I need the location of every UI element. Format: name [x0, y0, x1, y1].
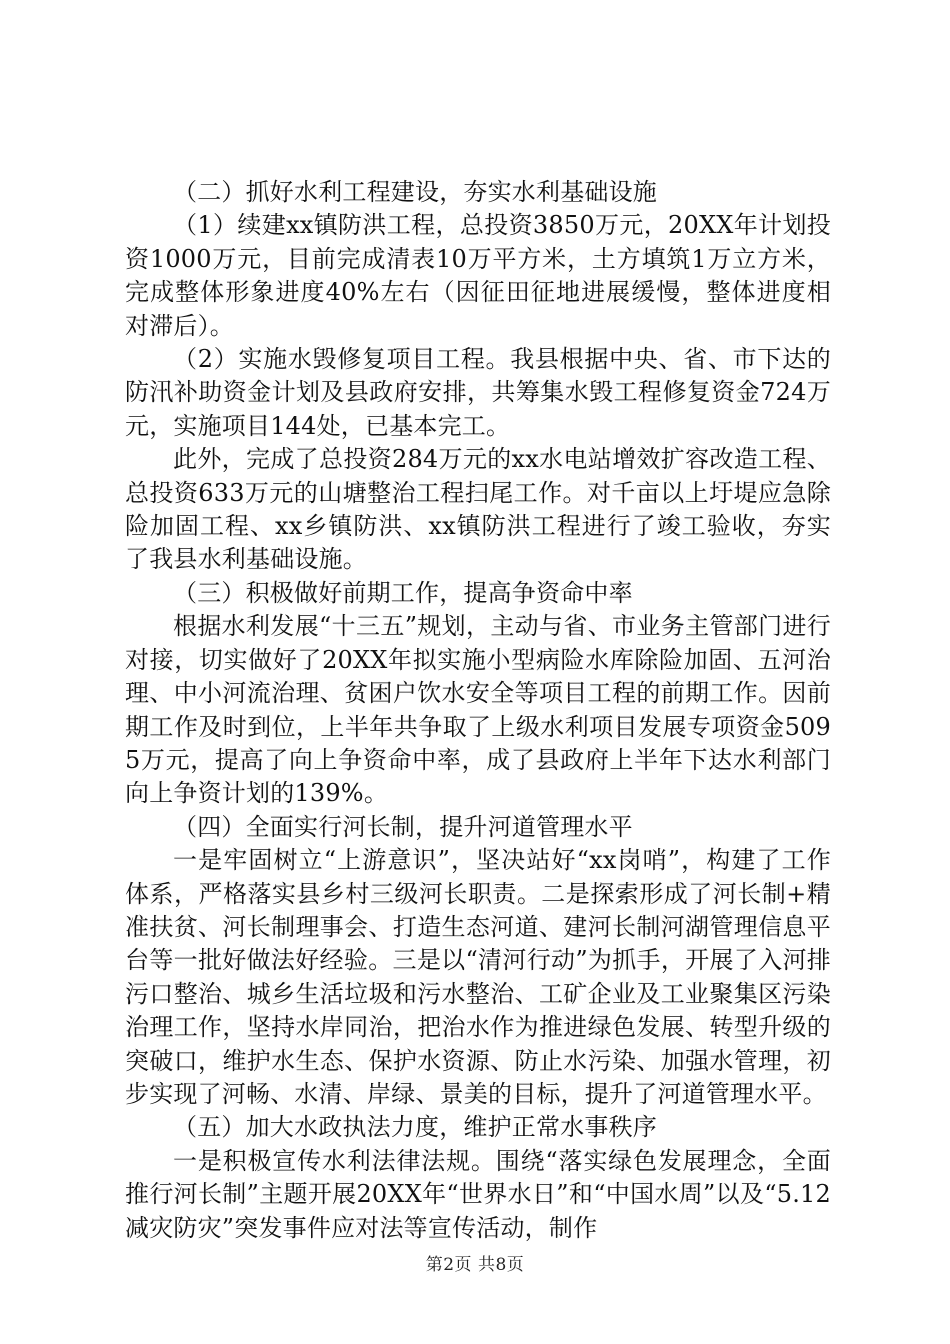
page-footer: 第2页 共8页	[425, 1255, 525, 1275]
document-body	[125, 176, 831, 1245]
paragraph-flood-control: （1）续建xx镇防洪工程，总投资3850万元，20XX年计划投资1000万元，目前完成清表10万平方米，土方填筑1万立方米，完成整体形象进度40%左右（因征田征地进展缓慢，整体进度相对滞后）。	[125, 211, 831, 340]
paragraph-water-damage-repair: （2）实施水毁修复项目工程。我县根据中央、省、市下达的防汛补助资金计划及县政府安排，共筹集水毁工程修复资金724万元，实施项目144处，已基本完工。	[125, 345, 831, 440]
section-heading-3: （三）积极做好前期工作，提高争资命中率	[173, 578, 633, 607]
section-heading-4: （四）全面实行河长制，提升河道管理水平	[173, 812, 633, 841]
paragraph-preliminary-work: 根据水利发展“十三五”规划，主动与省、市业务主管部门进行对接，切实做好了20XX年拟实施小型病险水库除险加固、五河治理、中小河流治理、贫困户饮水安全等项目工程的前期工作。因前期工作及时到位，上半年共争取了上级水利项目发展专项资金5095万元，提高了向上争资命中率，成了县政府上半年下达水利部门向上争资计划的139%。	[125, 612, 831, 808]
paragraph-river-chief-system: 一是牢固树立“上游意识”，坚决站好“xx岗哨”，构建了工作体系，严格落实县乡村三级河长职责。二是探索形成了河长制+精准扶贫、河长制理事会、打造生态河道、建河长制河湖管理信息平台等一批好做法好经验。三是以“清河行动”为抓手，开展了入河排污口整治、城乡生活垃圾和污水整治、工矿企业及工业聚集区污染治理工作，坚持水岸同治，把治水作为推进绿色发展、转型升级的突破口，维护水生态、保护水资源、防止水污染、加强水管理，初步实现了河畅、水清、岸绿、景美的目标，提升了河道管理水平。	[125, 846, 831, 1108]
paragraph-additional-works: 此外，完成了总投资284万元的xx水电站增效扩容改造工程、总投资633万元的山塘整治工程扫尾工作。对千亩以上圩堤应急除险加固工程、xx乡镇防洪、xx镇防洪工程进行了竣工验收，夯实了我县水利基础设施。	[125, 445, 831, 574]
section-heading-5: （五）加大水政执法力度，维护正常水事秩序	[173, 1113, 657, 1142]
section-heading-2: （二）抓好水利工程建设，夯实水利基础设施	[173, 178, 657, 206]
paragraph-law-enforcement: 一是积极宣传水利法律法规。围绕“落实绿色发展理念，全面推行河长制”主题开展20XX年“世界水日”和“中国水周”以及“5.12减灾防灾”突发事件应对法等宣传活动，制作	[125, 1146, 831, 1242]
